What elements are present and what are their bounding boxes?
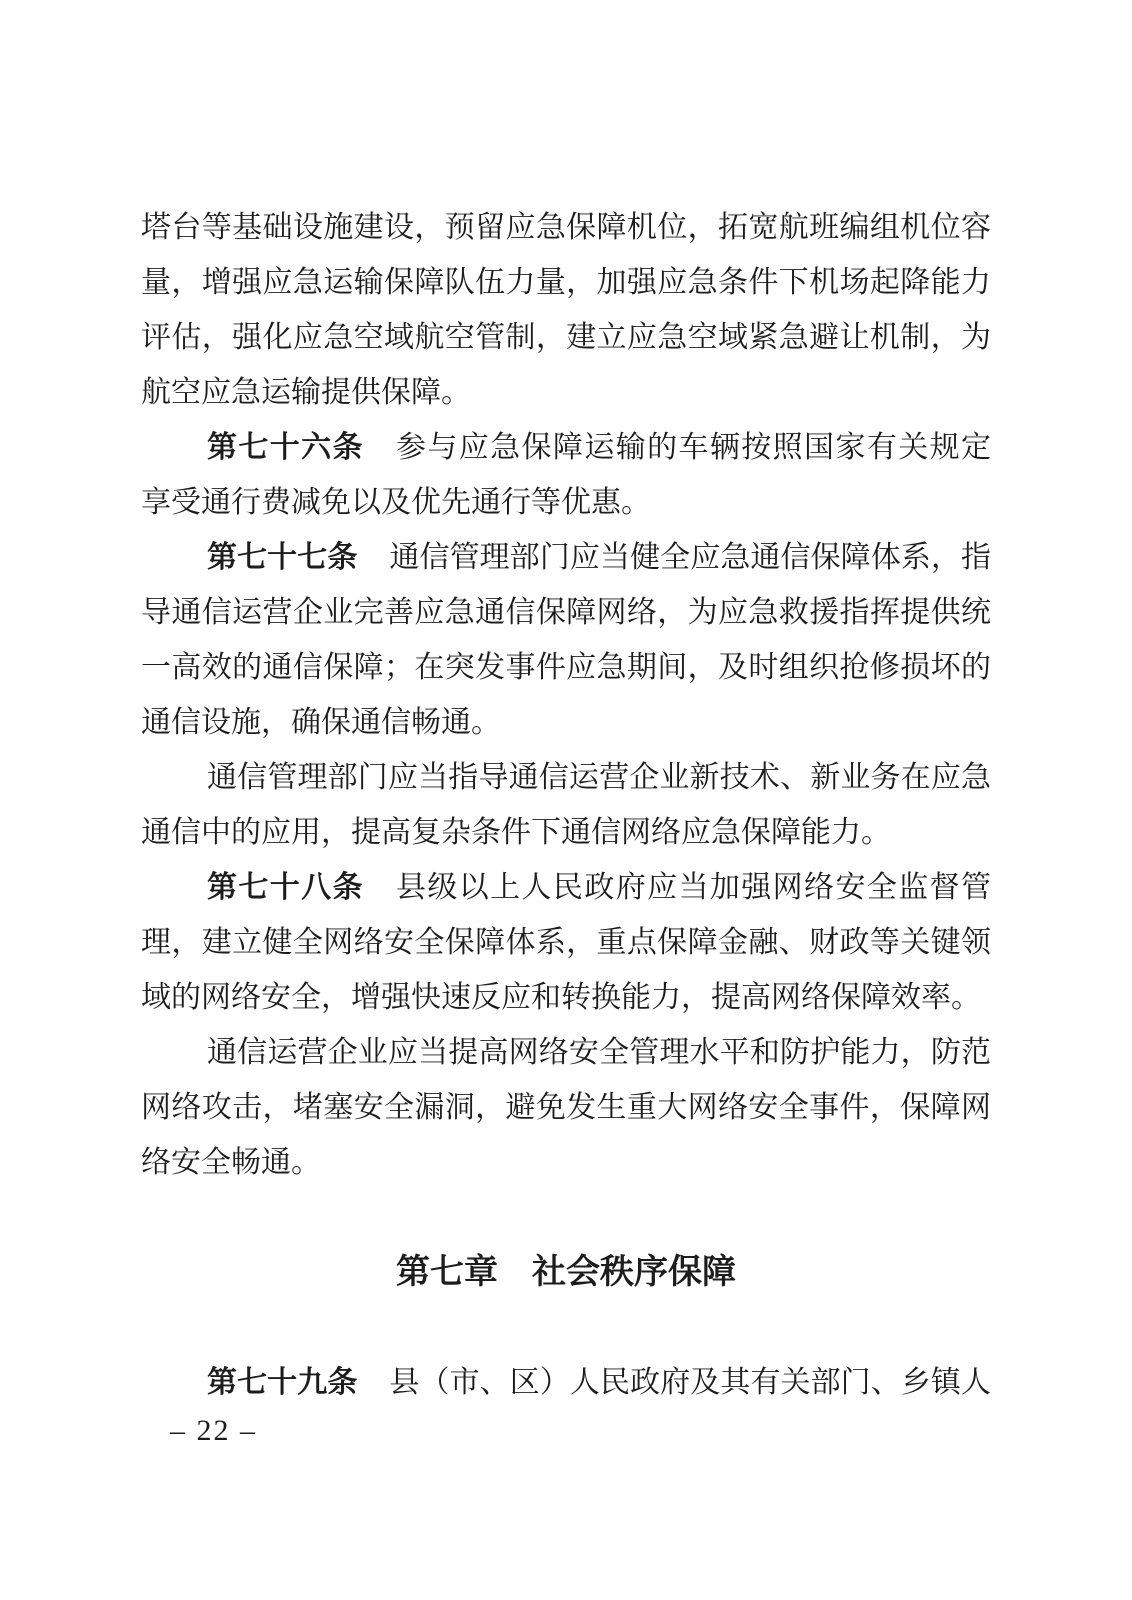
text-line xyxy=(141,970,991,1025)
article-number: 第七十八条 xyxy=(207,871,364,904)
line-text: 导通信运营企业完善应急通信保障网络，为应急救援指挥提供统 xyxy=(141,596,991,629)
article-number: 第七十六条 xyxy=(207,431,364,464)
article-number: 第七十七条 xyxy=(207,541,358,574)
line-text: 通信管理部门应当指导通信运营企业新技术、新业务在应急 xyxy=(207,761,991,794)
line-text: 一高效的通信保障；在突发事件应急期间，及时组织抢修损坏的 xyxy=(141,651,991,684)
line-text: 参与应急保障运输的车辆按照国家有关规定 xyxy=(395,431,992,464)
line-text: 享受通行费减免以及优先通行等优惠。 xyxy=(141,486,651,519)
text-line xyxy=(141,640,991,695)
line-text: 理，建立健全网络安全保障体系，重点保障金融、财政等关键领 xyxy=(141,926,991,959)
text-line xyxy=(141,915,991,970)
document-body xyxy=(141,200,991,1410)
page-number: – 22 – xyxy=(170,1414,257,1447)
text-line xyxy=(141,695,991,750)
line-text: 航空应急运输提供保障。 xyxy=(141,376,471,409)
article-line xyxy=(141,420,991,475)
line-text: 域的网络安全，增强快速反应和转换能力，提高网络保障效率。 xyxy=(141,981,981,1014)
text-line xyxy=(141,365,991,420)
chapter-heading: 第七章 社会秩序保障 xyxy=(396,1253,736,1291)
article-line xyxy=(141,860,991,915)
line-text: 通信中的应用，提高复杂条件下通信网络应急保障能力。 xyxy=(141,816,891,849)
line-text: 网络攻击，堵塞安全漏洞，避免发生重大网络安全事件，保障网 xyxy=(141,1091,991,1124)
line-text: 络安全畅通。 xyxy=(141,1146,321,1179)
line-text: 通信运营企业应当提高网络安全管理水平和防护能力，防范 xyxy=(207,1036,991,1069)
line-text: 通信设施，确保通信畅通。 xyxy=(141,706,501,739)
text-line xyxy=(141,585,991,640)
text-line xyxy=(141,200,991,255)
text-line xyxy=(141,1025,991,1080)
line-text: 县（市、区）人民政府及其有关部门、乡镇人 xyxy=(389,1366,992,1399)
text-line xyxy=(141,1135,991,1190)
article-number: 第七十九条 xyxy=(207,1366,358,1399)
text-line xyxy=(141,475,991,530)
text-line xyxy=(141,310,991,365)
line-text: 评估，强化应急空域航空管制，建立应急空域紧急避让机制，为 xyxy=(141,321,991,354)
text-line xyxy=(141,750,991,805)
article-line xyxy=(141,1355,991,1410)
line-text: 通信管理部门应当健全应急通信保障体系，指 xyxy=(389,541,992,574)
line-text: 量，增强应急运输保障队伍力量，加强应急条件下机场起降能力 xyxy=(141,266,991,299)
text-line xyxy=(141,1080,991,1135)
article-line xyxy=(141,530,991,585)
line-text: 塔台等基础设施建设，预留应急保障机位，拓宽航班编组机位容 xyxy=(141,211,991,244)
text-line xyxy=(141,255,991,310)
text-line xyxy=(141,805,991,860)
line-text: 县级以上人民政府应当加强网络安全监督管 xyxy=(395,871,992,904)
